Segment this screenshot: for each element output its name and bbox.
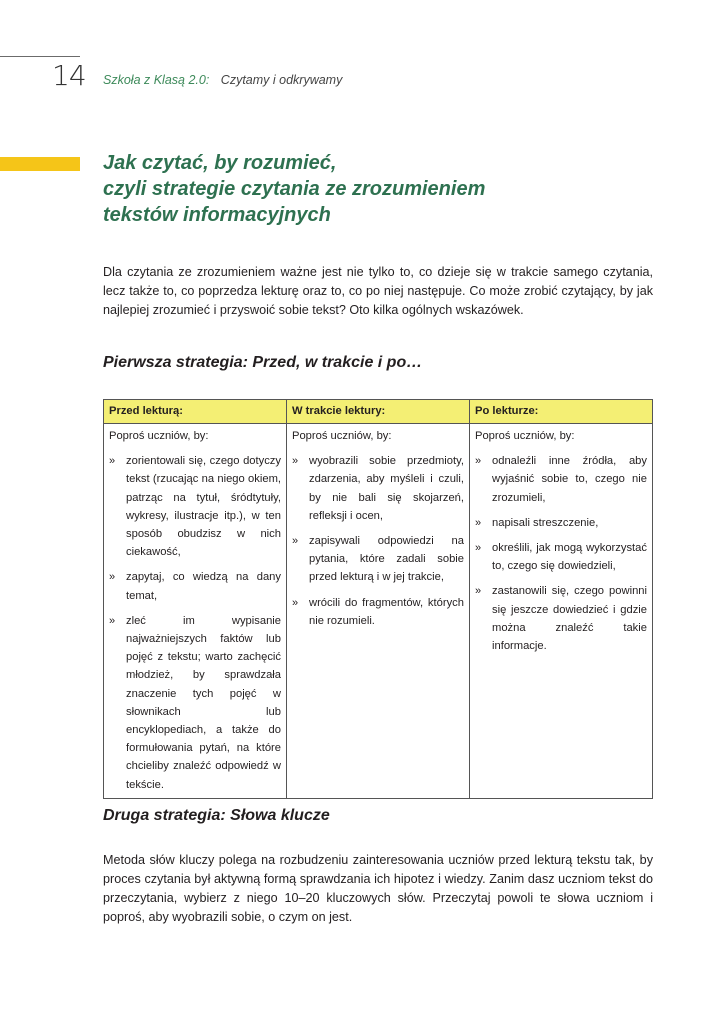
chapter-title-line: czyli strategie czytania ze zrozumieniem: [103, 178, 486, 200]
bullet-marker: »: [475, 455, 482, 468]
guideline-text: zapytaj, co wiedzą na dany temat,: [126, 571, 281, 602]
strategy-table-header-row: [104, 400, 653, 424]
column-cell-before: [104, 424, 287, 799]
guideline-text: zorientowali się, czego dotyczy tekst (rzucając na niego okiem, patrząc na tytuł, śródtytuły, wykresy, ilustracje itp.), w ten sposób obudzisz w nich ciekawość,: [126, 455, 281, 559]
guideline-item: [292, 532, 464, 587]
guideline-item: [475, 452, 647, 507]
running-header-series: Szkoła z Klasą 2.0:: [103, 73, 210, 87]
guideline-item: [109, 568, 281, 604]
guideline-text: zapisywali odpowiedzi na pytania, które zadali sobie przed lekturą i w jej trakcie,: [309, 535, 464, 584]
cell-intro: Poproś uczniów, by:: [475, 430, 575, 442]
strategy2-title: Druga strategia: Słowa klucze: [103, 807, 330, 824]
running-header: [103, 73, 342, 87]
cell-intro: Poproś uczniów, by:: [292, 430, 392, 442]
column-cell-after: [470, 424, 653, 799]
guideline-text: odnaleźli inne źródła, aby wyjaśnić sobie to, czego nie zrozumieli,: [492, 455, 647, 504]
guideline-text: określili, jak mogą wykorzystać to, czego się dowiedzieli,: [492, 542, 647, 573]
strategy1-title: Pierwsza strategia: Przed, w trakcie i po…: [103, 354, 423, 371]
guideline-text: wyobrazili sobie przedmioty, zdarzenia, aby myśleli i czuli, by nie bali się skojarzeń, refleksji i ocen,: [309, 455, 464, 522]
running-header-subtitle: Czytamy i odkrywamy: [220, 73, 343, 87]
guideline-item: [475, 514, 647, 532]
chapter-accent-bar: [0, 157, 80, 171]
header-rule: [0, 56, 80, 57]
column-header-during: W trakcie lektury:: [287, 400, 470, 424]
chapter-title: [103, 150, 663, 228]
guideline-list: [292, 452, 464, 630]
bullet-marker: »: [109, 614, 116, 627]
guideline-item: [475, 539, 647, 575]
bullet-marker: »: [475, 516, 482, 529]
strategy-table-row: [104, 424, 653, 799]
bullet-marker: »: [292, 596, 299, 609]
column-header-after: Po lekturze:: [470, 400, 653, 424]
guideline-item: [109, 452, 281, 561]
chapter-title-line: tekstów informacyjnych: [103, 204, 331, 226]
column-cell-during: [287, 424, 470, 799]
guideline-text: napisali streszczenie,: [492, 516, 599, 529]
strategy-table: [103, 399, 653, 799]
bullet-marker: »: [292, 455, 299, 468]
guideline-item: [475, 582, 647, 655]
bullet-marker: »: [292, 535, 299, 548]
page-number: 14: [52, 59, 86, 92]
keywords-paragraph: Metoda słów kluczy polega na rozbudzeniu zainteresowania uczniów przed lekturą tekstu tak, by proces czytania był aktywną formą sprawdzania ich hipotez i wiedzy. Zanim dasz uczniom tekst do przeczytania, wybierz z niego 10–20 kluczowych słów. Przeczytaj powoli te słowa uczniom i poproś, aby wyobrazili sobie, o czym on jest.: [103, 853, 653, 924]
intro-paragraph: Dla czytania ze zrozumieniem ważne jest nie tylko to, co dzieje się w trakcie samego czytania, lecz także to, co poprzedza lekturę oraz to, co po niej następuje. Co może zrobić czytający, by jak najlepiej zrozumieć i przyswoić sobie tekst? Oto kilka ogólnych wskazówek.: [103, 265, 653, 317]
bullet-marker: »: [109, 571, 116, 584]
column-header-before: Przed lekturą:: [104, 400, 287, 424]
bullet-marker: »: [475, 585, 482, 598]
guideline-text: zleć im wypisanie najważniejszych faktów lub pojęć z tekstu; warto zachęcić młodzież, by sprawdzała znaczenie tych pojęć w słownikach lub encyklopediach, a także do formułowania pytań, na które chcieliby znaleźć odpowiedź w tekście.: [126, 614, 281, 791]
guideline-item: [292, 594, 464, 630]
cell-intro: Poproś uczniów, by:: [109, 430, 209, 442]
guideline-list: [109, 452, 281, 794]
guideline-text: wrócili do fragmentów, których nie rozumieli.: [309, 596, 464, 627]
guideline-list: [475, 452, 647, 655]
guideline-item: [109, 612, 281, 794]
bullet-marker: »: [109, 455, 116, 468]
chapter-title-line: Jak czytać, by rozumieć,: [103, 152, 337, 174]
guideline-item: [292, 452, 464, 525]
bullet-marker: »: [475, 542, 482, 555]
guideline-text: zastanowili się, czego powinni się jeszcze dowiedzieć i gdzie można znaleźć takie informacje.: [492, 585, 647, 653]
